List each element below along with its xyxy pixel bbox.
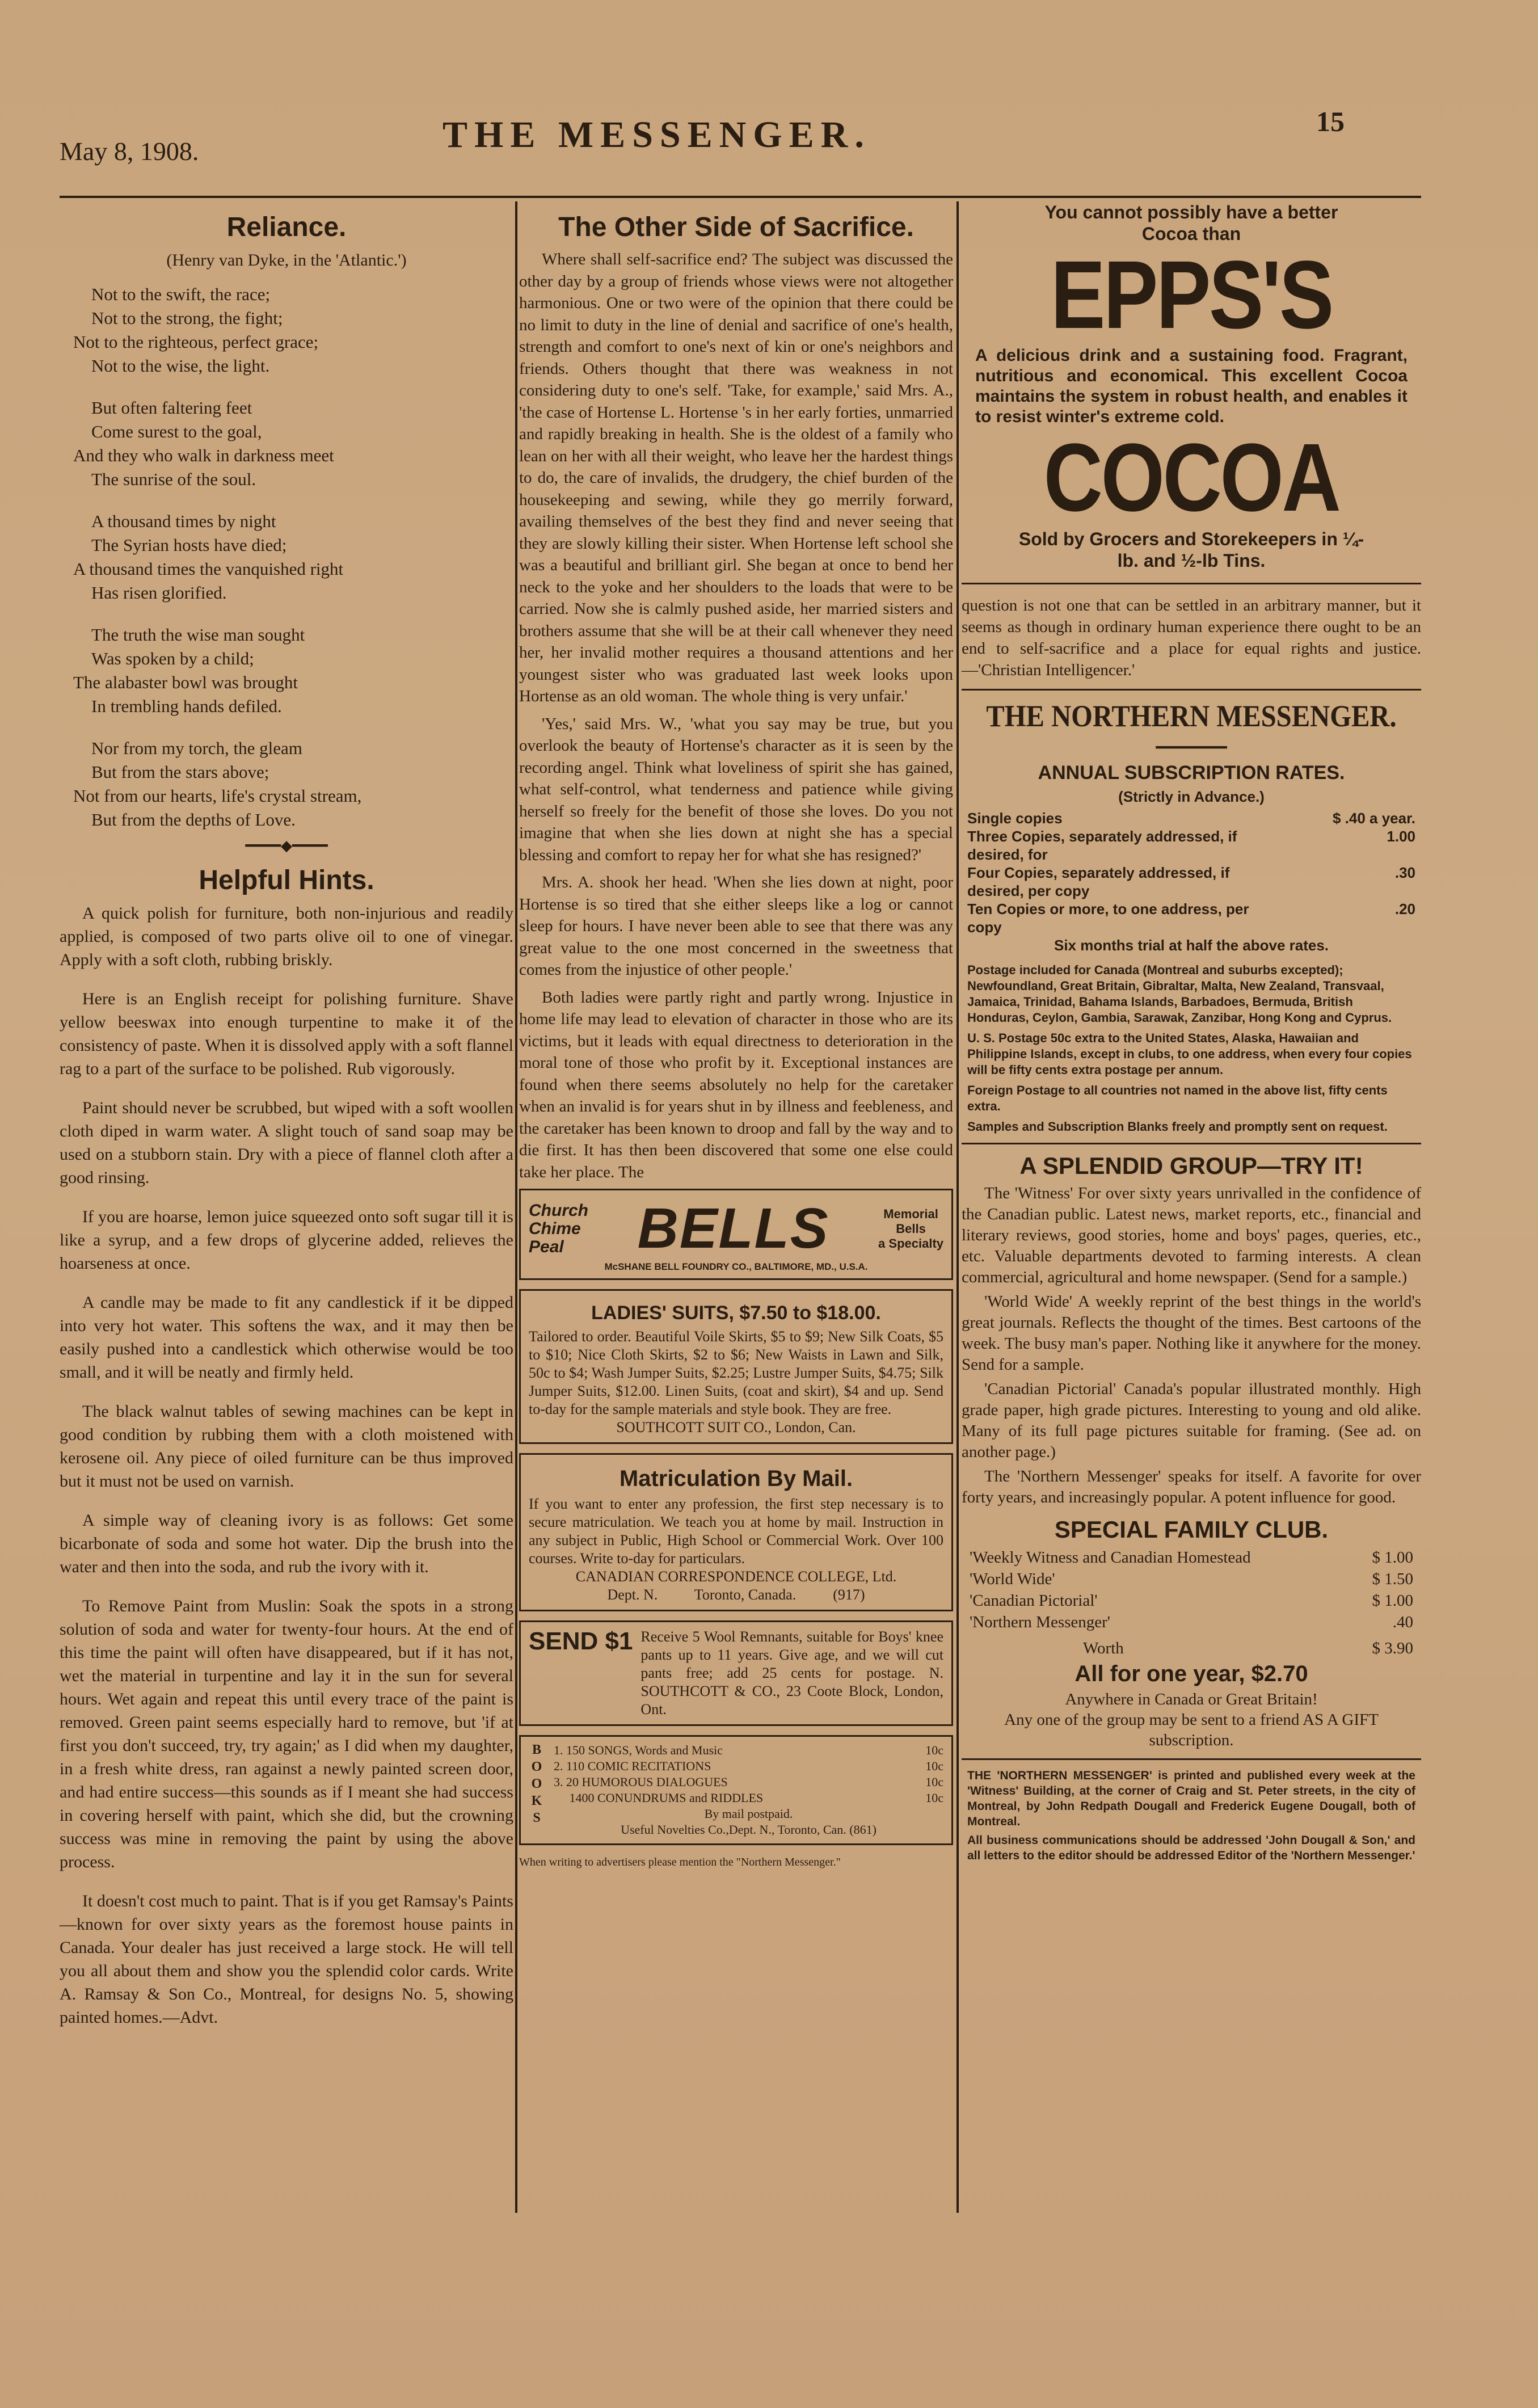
imprint-communications: All business communications should be addressed 'John Dougall & Son,' and all letters to the editor should be addressed Editor of the 'Northern Messenger.' [967, 1834, 1415, 1862]
club-gift: Any one of the group may be sent to a friend AS A GIFT subscription. [1004, 1711, 1379, 1749]
sacrifice-paragraph: Where shall self-sacrifice end? The subject was discussed the other day by a group of friends whose views were not altogether harmonious. One or two were of the opinion that there could be no limit to duty in the line of denial and sacrifice of one's health, strength and comfort to one's next of kin or one's neighbors and friends. Others thought that there was weakness in not considering duty to one's self. 'Take, for example,' said Mrs. A., 'the case of Hortense L. Hortense 's in her early forties, unmarried and rapidly breaking in health. She is the oldest of a family who lean on her with all their weight, who leave her the hardest things to do, the care of invalids, the drudgery, the chief burden of the housekeeping and sewing, while they go merrily forward, availing themselves of the best they find and never seeing that they are slowly killing their sister. When Hortense left school she was a beautiful and brilliant girl. She began at once to bend her neck to the yoke and her shoulders to the loads that were to be carried. Now she is calmly pushed aside, her married sisters and brothers assume that she will be at their call whenever they need her, her invalid mother requires a thousand attentions and her youngest sister who was graduated last week looks upon Hortense as an old woman. The whole thing is very unfair.' [519, 250, 953, 705]
rate-price: $ .40 a year. [1332, 810, 1415, 827]
world-wide-blurb: 'World Wide' A weekly reprint of the best things in the world's great journals. Reflects the thought of the times. Best cartoons of the week. The busy man's paper. Nothing like it anywhere for the money. Send for a sample. [962, 1293, 1421, 1374]
rate-row [967, 864, 1415, 900]
book-item-price: 10c [925, 1759, 943, 1773]
book-item-label: 3. 20 HUMOROUS DIALOGUES [554, 1775, 728, 1789]
epps-cocoa: COCOA [1043, 424, 1339, 532]
club-item-label: 'Canadian Pictorial' [970, 1592, 1098, 1610]
poem-line: A thousand times the vanquished right [73, 559, 344, 579]
reliance-poem [73, 283, 513, 832]
epps-name: EPPS'S [1051, 241, 1332, 349]
hint-paragraph: Here is an English receipt for polishing furniture. Shave yellow beeswax into enough turpentine to make it of the consistency of paste. When it is dissolved apply with a soft flannel rag to a part of the surface to be polished. Rub vigorously. [60, 990, 513, 1078]
us-postage: U. S. Postage 50c extra to the United States, Alaska, Hawaiian and Philippine Islands, except in clubs, to one address, when every four copies will be fifty cents extra postage per annum. [967, 1031, 1412, 1077]
rate-label: Single copies [967, 810, 1063, 827]
ramsay-paints-advt: It doesn't cost much to paint. That is if you get Ramsay's Paints—known for over sixty years as the foremost house paints in Canada. Your dealer has just received a large stock. He will tell you all about them and show you the splendid color cards. Write A. Ramsay & Son Co., Montreal, for designs No. 5, showing painted homes.—Advt. [60, 1892, 513, 2027]
club-item [970, 1568, 1413, 1590]
club-worth-label: Worth [1083, 1639, 1124, 1657]
rates-table [962, 806, 1421, 958]
book-item [554, 1774, 943, 1790]
bells-left-word: Church [529, 1201, 588, 1220]
rate-label: Four Copies, separately addressed, if desired, per copy [967, 864, 1230, 899]
section-ornament: ━━━━◆━━━━ [245, 837, 328, 854]
rates-six-months [967, 936, 1415, 954]
poem-line: But from the stars above; [91, 762, 269, 782]
poem-stanza [73, 283, 513, 378]
northern-messenger-title: THE NORTHERN MESSENGER. [986, 699, 1397, 733]
rate-price: 1.00 [1387, 828, 1415, 845]
rate-row [967, 827, 1415, 864]
suits-ad-signature: SOUTHCOTT SUIT CO., London, Can. [616, 1419, 856, 1435]
bells-ad-headline: BELLS [637, 1197, 829, 1260]
matriculation-ad [519, 1453, 953, 1611]
suits-ad-heading: LADIES' SUITS, $7.50 to $18.00. [591, 1302, 881, 1324]
books-postpaid: By mail postpaid. [704, 1807, 793, 1821]
book-item-label: 1400 CONUNDRUMS and RIDDLES [554, 1791, 764, 1805]
family-club-list [962, 1547, 1421, 1659]
six-months-note: Six months trial at half the above rates. [1054, 937, 1329, 954]
poem-line: But from the depths of Love. [91, 810, 296, 830]
club-worth [970, 1637, 1413, 1659]
book-item-price: 10c [925, 1743, 943, 1757]
poem-line: Not to the wise, the light. [91, 356, 270, 376]
foreign-postage: Foreign Postage to all countries not named in the above list, fifty cents extra. [967, 1083, 1388, 1113]
rate-row [967, 900, 1415, 936]
rate-price: .30 [1394, 864, 1415, 881]
bells-ad-left [529, 1202, 588, 1256]
page-number: 15 [1316, 106, 1345, 137]
sacrifice-paragraph: Mrs. A. shook her head. 'When she lies down at night, poor Hortense is so tired that she either sleeps like a log or cannot sleep for hours. I have never been able to see that there was any great value to the one most concerned in the sweetness that comes from the injustice of other people.' [519, 873, 953, 979]
reliance-byline: (Henry van Dyke, in the 'Atlantic.') [166, 251, 407, 270]
samples-note: Samples and Subscription Blanks freely and promptly sent on request. [967, 1119, 1388, 1134]
club-offer: All for one year, $2.70 [1075, 1661, 1308, 1686]
poem-stanza [73, 510, 513, 605]
matric-ad-heading: Matriculation By Mail. [619, 1466, 853, 1491]
sacrifice-title: The Other Side of Sacrifice. [558, 212, 914, 242]
books-ad [519, 1735, 953, 1845]
club-worth-price: $ 3.90 [1372, 1639, 1413, 1657]
witness-blurb: The 'Witness' For over sixty years unrivalled in the confidence of the Canadian public. Latest news, market reports, etc., financial and literary reviews, good stories, home and boys' pages, queries, etc., etc. Valuable departments devoted to farming interests. A clean commercial, agricultural and home newspaper. (Send for a sample.) [962, 1184, 1421, 1286]
sacrifice-paragraph: Both ladies were partly right and partly wrong. Injustice in home life may lead to elevation of character in those who are its victims, but it leads with equal directness to deterioration in the moral tone of those who profit by it. Exceptional instances are found when there seems absolutely no help for the caretaker when an invalid is for years shut in by illness and feebleness, and the caretaker has been known to droop and fall by the way and to die first. It has then been discovered that some one else could take her place. The [519, 988, 953, 1181]
splendid-group-heading: A SPLENDID GROUP—TRY IT! [1019, 1152, 1363, 1179]
bells-ad-footer: McSHANE BELL FOUNDRY CO., BALTIMORE, MD., U.S.A. [604, 1261, 868, 1272]
column-right [962, 201, 1421, 1867]
poem-line: Was spoken by a child; [91, 649, 254, 668]
books-ad-vertical-label: BOOKS [529, 1742, 544, 1828]
poem-stanza [73, 736, 513, 832]
poem-line: Not to the swift, the race; [91, 284, 271, 304]
bells-ad-right [878, 1207, 943, 1251]
family-club-heading: SPECIAL FAMILY CLUB. [1054, 1516, 1329, 1543]
pictorial-blurb: 'Canadian Pictorial' Canada's popular illustrated monthly. High grade paper, high grade pictures. Interesting to young and old alike. Many of its full page pictures suitable for framing. (See ad. on another page.) [962, 1380, 1421, 1461]
epps-cocoa-ad [962, 201, 1421, 584]
poem-line: And they who walk in darkness meet [73, 445, 334, 465]
bells-ad [519, 1189, 953, 1280]
club-item-price: $ 1.00 [1372, 1548, 1413, 1567]
poem-line: Not to the righteous, perfect grace; [73, 332, 319, 352]
club-item-price: $ 1.00 [1372, 1592, 1413, 1610]
hints-title: Helpful Hints. [199, 865, 374, 895]
matric-ad-body: If you want to enter any profession, the first step necessary is to secure matriculation. We teach you at home by mail. Instruction in any subject in Public, High School or Commercial Work. Over 100 courses. Write to-day for particulars. [529, 1496, 943, 1567]
book-item-label: 2. 110 COMIC RECITATIONS [554, 1759, 711, 1773]
column-divider-1 [515, 201, 517, 2213]
books-ad-list [554, 1742, 943, 1838]
hint-paragraph: The black walnut tables of sewing machines can be kept in good condition by rubbing them with a cloth moistened with kerosene oil. Any piece of oiled furniture can be thus improved but it must not be used on varnish. [60, 1402, 513, 1491]
club-anywhere: Anywhere in Canada or Great Britain! [1065, 1690, 1318, 1708]
poem-line: Not from our hearts, life's crystal stream, [73, 786, 362, 806]
hint-paragraph: To Remove Paint from Muslin: Soak the spots in a strong solution of soda and water for twenty-four hours. At the end of this time the paint will often have disappeared, but if it has not, wet the material in turpentine and lay it in the sun for several hours. Wet again and repeat this until every trace of the paint is removed. Green paint seems especially hard to remove, but 'if at first you don't succeed, try, try again;' as I did when my daughter, in a fresh white dress, ran against a newly painted screen door, and had entire success—this sounds as if I meant she had success in covering herself with paint, which she did, but the crowning success was mine in removing the paint by using the above process. [60, 1597, 513, 1871]
send-ad-body: Receive 5 Wool Remnants, suitable for Boys' knee pants up to 11 years. Give age, and we will cut pants free; add 25 cents for postage. N. SOUTHCOTT & CO., 23 Coote Block, London, Ont. [641, 1628, 943, 1717]
club-item-price: .40 [1392, 1613, 1413, 1631]
club-item-label: 'Northern Messenger' [970, 1613, 1111, 1631]
poem-line: In trembling hands defiled. [91, 696, 282, 716]
hint-paragraph: Paint should never be scrubbed, but wiped with a soft woollen cloth diped in warm water. A slight touch of sand soap may be used on a stubborn stain. Dry with a piece of flannel cloth after a good rinsing. [60, 1098, 513, 1187]
column-left [60, 201, 513, 2045]
book-item-label: 1. 150 SONGS, Words and Music [554, 1743, 723, 1757]
hint-paragraph: A candle may be made to fit any candlestick if it be dipped into very hot water. This softens the wax, and it may then be easily pushed into a candlestick which otherwise would be too small, and it will be neatly and firmly held. [60, 1293, 513, 1382]
poem-line: The Syrian hosts have died; [91, 535, 287, 555]
section-ornament: ━━━━━━━━ [1156, 739, 1227, 756]
hint-paragraph: A simple way of cleaning ivory is as follows: Get some bicarbonate of soda and some hot water. Dip the brush into the water and then into the soda, and rub the ivory with it. [60, 1511, 513, 1576]
postage-included: Postage included for Canada (Montreal and suburbs excepted); Newfoundland, Great Britain, Gibraltar, Malta, New Zealand, Transvaal, Jamaica, Trinidad, Bahama Islands, Barbadoes, Bermuda, British Honduras, Ceylon, Gambia, Sarawak, Zanzibar, Hong Kong and Cyprus. [967, 963, 1392, 1025]
rates-heading: ANNUAL SUBSCRIPTION RATES. [1038, 762, 1345, 784]
bells-left-word: Peal [529, 1237, 564, 1256]
issue-date: May 8, 1908. [60, 137, 199, 166]
book-item-price: 10c [925, 1791, 943, 1805]
section-rule [962, 1758, 1421, 1760]
bells-left-word: Chime [529, 1219, 581, 1238]
club-item-label: 'World Wide' [970, 1570, 1055, 1588]
bells-ad-row [529, 1196, 943, 1261]
imprint-published: THE 'NORTHERN MESSENGER' is printed and published every week at the 'Witness' Building, at the corner of Craig and St. Peter streets, in the city of Montreal, by John Redpath Dougall and Frederick Eugene Dougall, both of Montreal. [967, 1769, 1415, 1828]
sacrifice-continuation: question is not one that can be settled in an arbitrary manner, but it seems as though in ordinary human experience there ought to be an end to self-sacrifice and a place for equal rights and justice.—'Christian Intelligencer.' [962, 596, 1421, 679]
poem-line: The alabaster bowl was brought [73, 672, 298, 692]
column-divider-2 [956, 201, 959, 2213]
column-middle [519, 201, 953, 1870]
header-rule [60, 196, 1421, 198]
club-item [970, 1547, 1413, 1568]
rate-label: Ten Copies or more, to one address, per copy [967, 900, 1249, 936]
section-rule [962, 1143, 1421, 1144]
rates-advance: (Strictly in Advance.) [1118, 788, 1265, 805]
poem-line: Come surest to the goal, [91, 422, 262, 441]
poem-line: Has risen glorified. [91, 583, 227, 603]
northern-blurb: The 'Northern Messenger' speaks for itself. A favorite for over forty years, and increasingly popular. A potent influence for good. [962, 1467, 1421, 1506]
club-item [970, 1590, 1413, 1611]
books-company: Useful Novelties Co.,Dept. N., Toronto, Can. (861) [621, 1822, 877, 1837]
club-item-price: $ 1.50 [1372, 1570, 1413, 1588]
matric-ad-company: CANADIAN CORRESPONDENCE COLLEGE, Ltd. [575, 1568, 897, 1585]
epps-bottom-line: Sold by Grocers and Storekeepers in ¼-lb. and ½-lb Tins. [1018, 529, 1364, 571]
poem-line: Nor from my torch, the gleam [91, 738, 302, 758]
send-ad-headline: SEND $1 [529, 1627, 633, 1655]
suits-ad-body: Tailored to order. Beautiful Voile Skirts, $5 to $9; New Silk Coats, $5 to $10; Nice Cloth Skirts, $2 to $6; New Waists in Lawn and Silk, 50c to $4; Wash Jumper Suits, $2.25; Lustre Jumper Suits, $4.75; Silk Jumper Suits, $12.00. Linen Suits, (coat and skirt), $4 and up. Send to-day for the sample materials and style book. They are free. [529, 1328, 943, 1417]
hint-paragraph: A quick polish for furniture, both non-injurious and readily applied, is composed of two parts olive oil to one of vinegar. Apply with a soft cloth, rubbing briskly. [60, 904, 513, 969]
poem-line: But often faltering feet [91, 398, 252, 418]
book-item [554, 1790, 943, 1806]
poem-stanza [73, 396, 513, 491]
poem-stanza [73, 623, 513, 718]
book-item [554, 1758, 943, 1774]
bells-right-word: a Specialty [878, 1236, 943, 1251]
club-item-label: 'Weekly Witness and Canadian Homestead [970, 1548, 1251, 1567]
poem-line: The sunrise of the soul. [91, 469, 256, 489]
club-item [970, 1611, 1413, 1633]
rate-price: .20 [1394, 900, 1415, 917]
bells-right-word: Memorial [883, 1206, 938, 1221]
advertiser-note: When writing to advertisers please mention the "Northern Messenger." [519, 1856, 841, 1868]
epps-body: A delicious drink and a sustaining food. Fragrant, nutritious and economical. This excellent Cocoa maintains the system in robust health, and enables it to resist winter's extreme cold. [975, 346, 1408, 426]
book-item-price: 10c [925, 1775, 943, 1789]
rate-row [967, 809, 1415, 827]
send-dollar-ad [519, 1620, 953, 1726]
book-item [554, 1742, 943, 1758]
masthead-title: THE MESSENGER. [443, 114, 871, 155]
books-ad-row [529, 1742, 943, 1838]
suits-ad [519, 1289, 953, 1444]
epps-top-line: You cannot possibly have a better Cocoa than [1044, 202, 1338, 244]
matric-ad-address: Dept. N. Toronto, Canada. (917) [607, 1586, 865, 1603]
section-rule [962, 689, 1421, 691]
reliance-title: Reliance. [226, 212, 347, 242]
poem-line: A thousand times by night [91, 511, 276, 531]
poem-line: Not to the strong, the fight; [91, 308, 283, 328]
rate-label: Three Copies, separately addressed, if desired, for [967, 828, 1237, 863]
bells-right-word: Bells [896, 1221, 926, 1236]
poem-line: The truth the wise man sought [91, 625, 305, 645]
hint-paragraph: If you are hoarse, lemon juice squeezed onto soft sugar till it is like a syrup, and a few drops of glycerine added, relieves the hoarseness at once. [60, 1207, 513, 1273]
sacrifice-paragraph: 'Yes,' said Mrs. W., 'what you say may be true, but you overlook the beauty of Hortense's character as it is seen by the recording angel. Think what loveliness of spirit she has gained, what self-control, what tenderness and patience while giving herself so freely for the benefit of those she loves. Do you not imagine that when she lies down at night she has a special blessing and comfort to repay her for what she has resigned?' [519, 714, 953, 864]
